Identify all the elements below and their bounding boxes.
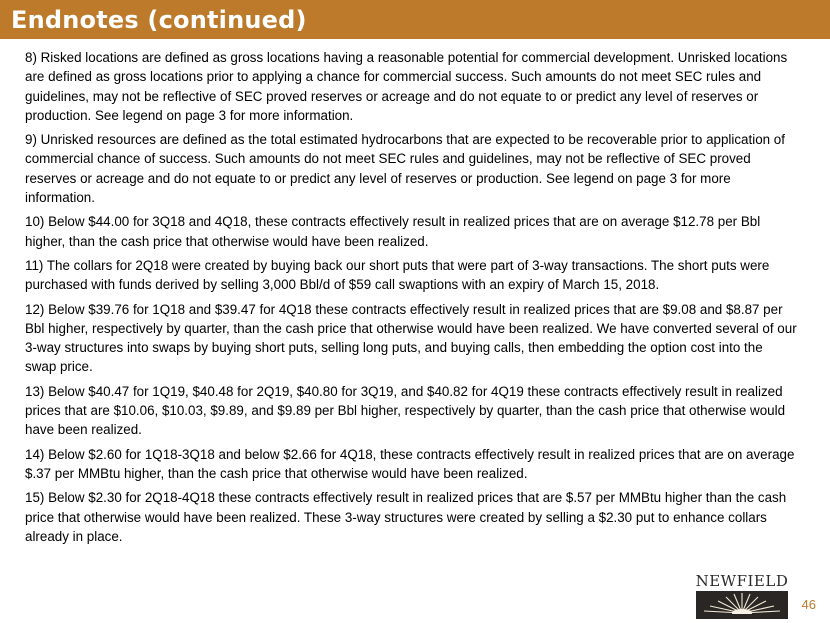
endnote-13: 13) Below $40.47 for 1Q19, $40.48 for 2Q19, $40.80 for 3Q19, and $40.82 for 4Q19 these contracts effectively result in realized prices that are $10.06, $10.03, $9.89, and $9.89 per Bbl higher, respectively by quarter, than the cash price that otherwise would have been realized. [25, 383, 786, 438]
logo-wordmark: NEWFIELD [695, 572, 789, 590]
endnote-12: 12) Below $39.76 for 1Q18 and $39.47 for 4Q18 these contracts effectively result in realized prices that are $9.08 and $8.87 per Bbl higher, respectively by quarter, than the cash price that otherwise would have been realized. We have converted several of our 3-way structures into swaps by buying short puts, selling long puts, and buying calls, then embedding the option cost into the swap price. [25, 301, 797, 375]
newfield-logo [692, 572, 792, 620]
endnote-8: 8) Risked locations are defined as gross locations having a reasonable potential for commercial development. Unrisked locations are defined as gross locations prior to applying a chance for commercial success. Such amounts do not meet SEC rules and guidelines, may not be reflective of SEC proved reserves or acreage and do not equate to or predict any level of reserves or production. See legend on page 3 for more information. [25, 50, 788, 123]
endnote-11: 11) The collars for 2Q18 were created by buying back our short puts that were part of 3-way transactions. The short puts were purchased with funds derived by selling 3,000 Bbl/d of $59 call swaptions with an expiry of March 15, 2018. [25, 257, 770, 293]
endnote-15: 15) Below $2.30 for 2Q18-4Q18 these contracts effectively result in realized prices that are $.57 per MMBtu higher than the cash price that otherwise would have been realized. These 3-way structures were created by selling a $2.30 put to enhance collars already in place. [25, 490, 787, 544]
endnote-9: 9) Unrisked resources are defined as the total estimated hydrocarbons that are expected to be recoverable prior to application of commercial chance of success. Such amounts do not meet SEC rules and guidelines, may not be reflective of SEC proved reserves or acreage and do not equate to or predict any level of reserves or production. See legend on page 3 for more information. [25, 132, 785, 206]
page-number: 46 [801, 597, 816, 612]
endnote-10: 10) Below $44.00 for 3Q18 and 4Q18, these contracts effectively result in realized prices that are on average $12.78 per Bbl higher, than the cash price that otherwise would have been realized. [25, 214, 761, 249]
endnote-14: 14) Below $2.60 for 1Q18-3Q18 and below $2.66 for 4Q18, these contracts effectively result in realized prices that are on average $.37 per MMBtu higher, than the cash price that otherwise would have been realized. [25, 446, 795, 481]
page-title: Endnotes (continued) [11, 6, 307, 34]
endnotes-list [25, 48, 797, 551]
title-bar [0, 0, 830, 39]
sunburst-icon [696, 591, 788, 619]
